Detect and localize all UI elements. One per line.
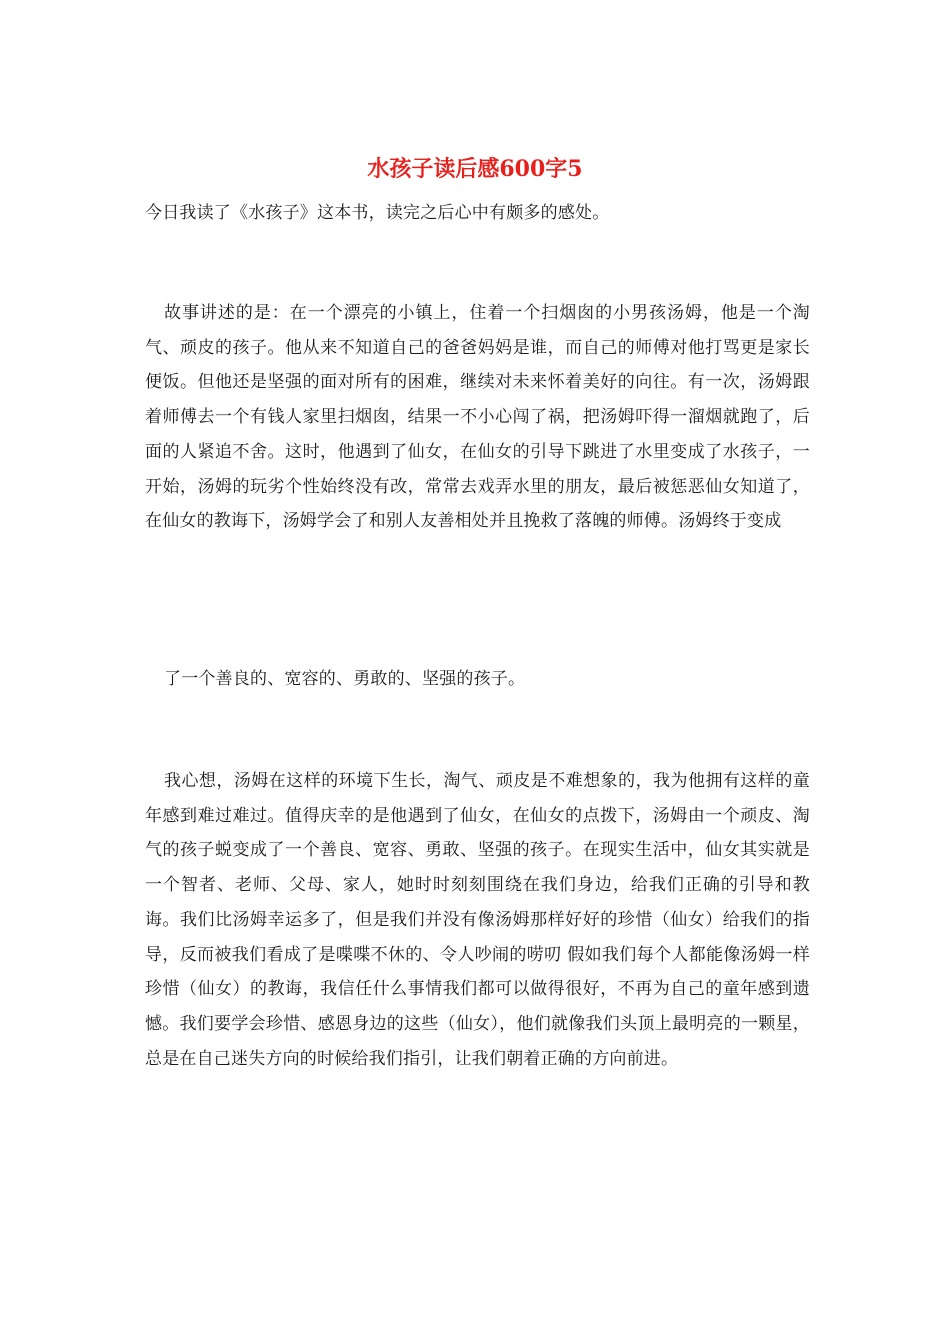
paragraph-reflection: 我心想，汤姆在这样的环境下生长，淘气、顽皮是不难想象的，我为他拥有这样的童年感到难过难过。值得庆幸的是他遇到了仙女，在仙女的点拨下，汤姆由一个顽皮、淘气的孩子蜕变成了一个善良、宽容、勇敢、坚强的孩子。在现实生活中，仙女其实就是一个智者、老师、父母、家人，她时时刻刻围绕在我们身边，给我们正确的引导和教诲。我们比汤姆幸运多了，但是我们并没有像汤姆那样好好的珍惜（仙女）给我们的指导，反而被我们看成了是喋喋不休的、令人吵闹的唠叨 假如我们每个人都能像汤姆一样珍惜（仙女）的教诲，我信任什么事情我们都可以做得很好，不再为自己的童年感到遗憾。我们要学会珍惜、感恩身边的这些（仙女），他们就像我们头顶上最明亮的一颗星，总是在自己迷失方向的时候给我们指引，让我们朝着正确的方向前进。 — [145, 771, 810, 1069]
paragraph-intro: 今日我读了《水孩子》这本书，读完之后心中有颇多的感处。 — [145, 203, 610, 223]
paragraph-story: 故事讲述的是：在一个漂亮的小镇上，住着一个扫烟囱的小男孩汤姆，他是一个淘气、顽皮的孩子。他从来不知道自己的爸爸妈妈是谁，而自己的师傅对他打骂更是家长便饭。但他还是坚强的面对所有的困难，继续对未来怀着美好的向往。有一次，汤姆跟着师傅去一个有钱人家里扫烟囱，结果一不小心闯了祸，把汤姆吓得一溜烟就跑了，后面的人紧追不舍。这时，他遇到了仙女，在仙女的引导下跳进了水里变成了水孩子，一开始，汤姆的玩劣个性始终没有改，常常去戏弄水里的朋友，最后被惩恶仙女知道了，在仙女的教诲下，汤姆学会了和别人友善相处并且挽救了落魄的师傅。汤姆终于变成 — [145, 303, 810, 532]
document-title: 水孩子读后感600字5 — [367, 156, 583, 182]
paragraph-story-continued: 了一个善良的、宽容的、勇敢的、坚强的孩子。 — [164, 669, 526, 689]
